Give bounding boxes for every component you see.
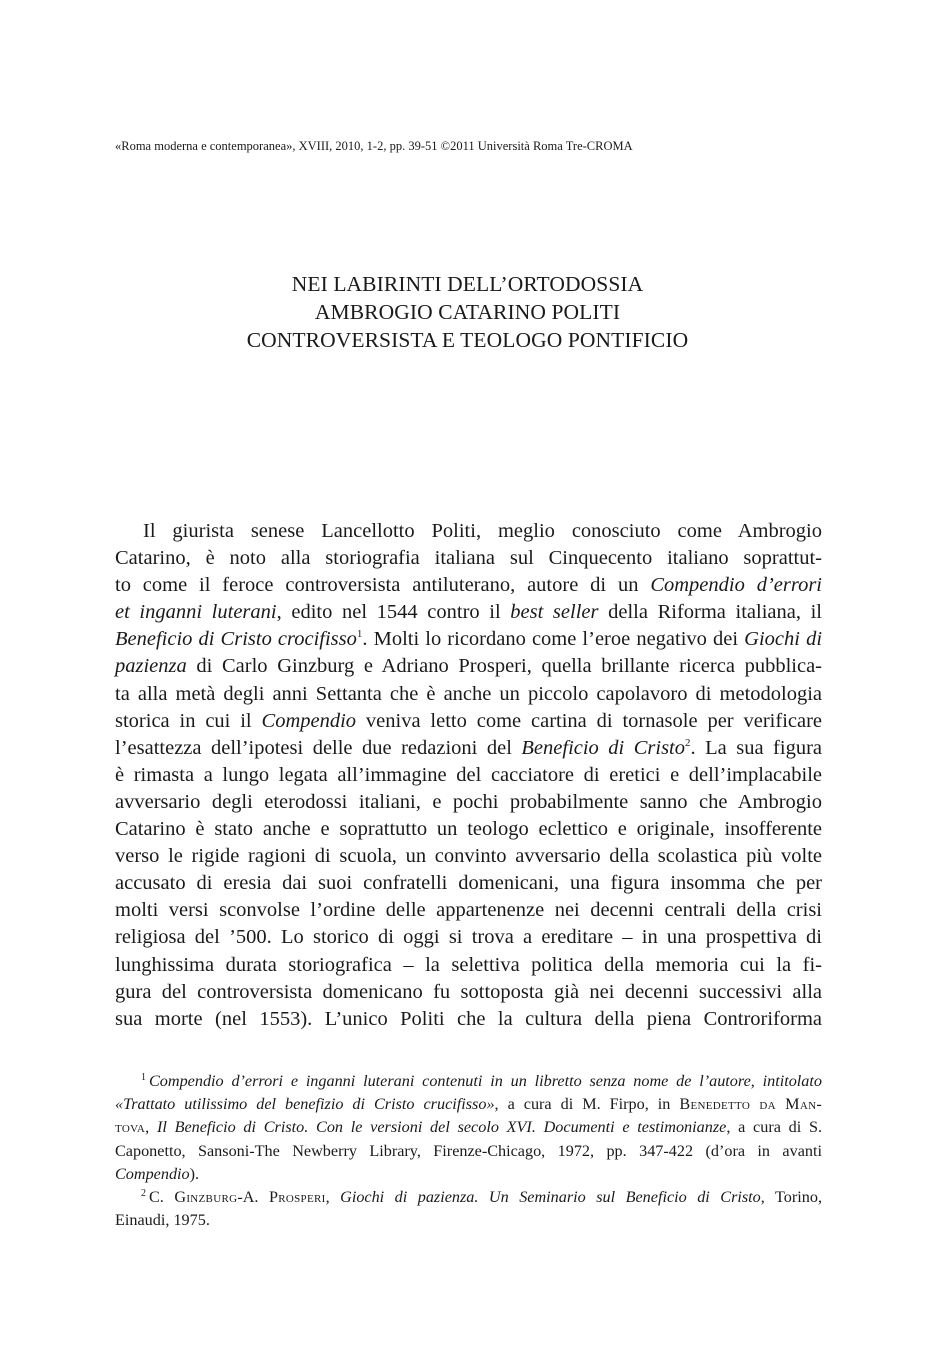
- text-run: Einaudi, 1975.: [115, 1211, 210, 1230]
- body-line: [115, 653, 822, 680]
- body-line: [115, 599, 822, 626]
- text-run: ta alla metà degli anni Settanta che è anche un piccolo capolavoro di metodologia: [115, 682, 822, 705]
- italic-title: Compendio: [115, 1164, 190, 1183]
- text-run: molti versi sconvolse l’ordine delle appartenenze nei decenni centrali della crisi: [115, 899, 822, 922]
- text-run: di Carlo Ginzburg e Adriano Prosperi, quella brillante ricerca pubblica-: [196, 655, 822, 678]
- footnote-number: 2: [141, 1187, 146, 1199]
- footnote-line: [115, 1209, 822, 1232]
- author-name: Benedetto da Man-: [679, 1095, 823, 1114]
- text-run: ,: [325, 1187, 330, 1206]
- author-name: Prosperi: [268, 1187, 326, 1206]
- text-run: ,: [145, 1118, 150, 1137]
- footnote-ref[interactable]: 2: [685, 736, 691, 749]
- text-run: avversario degli eterodossi italiani, e pochi probabilmente sanno che Ambrogio: [115, 790, 822, 813]
- body-line: [115, 789, 822, 816]
- body-line: [115, 1006, 822, 1033]
- body-line: [115, 708, 822, 735]
- title-line-3: CONTROVERSISTA E TEOLOGO PONTIFICIO: [246, 328, 689, 352]
- footnote-line: [115, 1140, 822, 1163]
- text-run: religiosa del ’500. Lo storico di oggi si trova a ereditare – in una prospettiva di: [115, 926, 822, 949]
- text-run: . Molti lo ricordano come l’eroe negativo dei: [362, 628, 739, 651]
- text-run: della Riforma italiana, il: [608, 601, 822, 624]
- text-run: , a cura di S.: [726, 1118, 823, 1137]
- footnote-ref[interactable]: 1: [356, 628, 363, 641]
- body-line: [115, 626, 822, 653]
- author-name: Ginzburg: [174, 1187, 238, 1206]
- text-run: è rimasta a lungo legata all’immagine del cacciatore di eretici e dell’implacabile: [115, 763, 822, 786]
- body-paragraph: [115, 518, 822, 1033]
- text-run: , Torino,: [760, 1187, 822, 1206]
- text-run: Catarino è stato anche e soprattutto un teologo eclettico e originale, insofferente: [115, 818, 822, 841]
- body-line: [115, 545, 822, 572]
- text-run: lunghissima durata storiografica – la selettiva politica della memoria cui la fi-: [115, 953, 822, 976]
- footnotes: [115, 1070, 822, 1232]
- running-head: «Roma moderna e contemporanea», XVIII, 2010, 1-2, pp. 39-51 ©2011 Università Roma Tre-CROMA: [115, 139, 633, 153]
- text-run: -A.: [237, 1187, 259, 1206]
- italic-title: «Trattato utilissimo del benefizio di Cristo crucifisso»: [115, 1095, 495, 1114]
- body-line: [115, 735, 822, 762]
- body-line: [115, 572, 822, 599]
- text-run: Il giurista senese Lancellotto Politi, meglio conosciuto come Ambrogio: [143, 520, 822, 542]
- text-run: C.: [149, 1187, 164, 1206]
- italic-title: Il Beneficio di Cristo. Con le versioni del secolo XVI. Documenti e testimonianze: [156, 1118, 727, 1137]
- title-line-1: NEI LABIRINTI DELL’ORTODOSSIA: [291, 272, 644, 296]
- italic-title: Compendio d’errori: [650, 574, 822, 597]
- body-line: [115, 924, 822, 951]
- text-run: veniva letto come cartina di tornasole per verificare: [365, 709, 823, 732]
- footnote-line: [115, 1116, 822, 1139]
- body-line: [115, 979, 822, 1006]
- text-run: storica in cui il: [115, 709, 252, 732]
- text-run: to come il feroce controversista antiluterano, autore di un: [115, 574, 639, 597]
- italic-title: Compendio: [261, 709, 357, 732]
- body-line: [115, 518, 822, 545]
- text-run: accusato di eresia dai suoi confratelli domenicani, una figura insomma che per: [115, 872, 822, 895]
- footnote-line: [115, 1163, 822, 1186]
- text-run: sua morte (nel 1553). L’unico Politi che la cultura della piena Controriforma: [115, 1007, 822, 1030]
- footnote-2: [115, 1186, 822, 1209]
- italic-title: pazienza: [115, 655, 187, 678]
- author-name: tova: [115, 1118, 146, 1137]
- body-line: [115, 952, 822, 979]
- italic-title: Beneficio di Cristo crocifisso: [115, 628, 357, 651]
- text-run: , a cura di M. Firpo, in: [494, 1095, 671, 1114]
- italic-title: Compendio d’errori e inganni luterani contenuti in un libretto senza nome de l’autore, intitolato: [149, 1072, 822, 1090]
- text-run: , edito nel 1544 contro il: [276, 601, 501, 624]
- body-line: [115, 897, 822, 924]
- body-line: [115, 870, 822, 897]
- text-run: ).: [189, 1164, 200, 1183]
- footnote-line: [115, 1093, 822, 1116]
- italic-title: Giochi di pazienza. Un Seminario sul Beneficio di Cristo: [340, 1187, 761, 1206]
- text-run: gura del controversista domenicano fu sottoposta già nei decenni successivi alla: [115, 980, 822, 1003]
- text-run: verso le rigide ragioni di scuola, un convinto avversario della scolastica più volte: [115, 845, 822, 868]
- footnote-number: 1: [141, 1072, 146, 1083]
- body-line: [115, 816, 822, 843]
- text-run: l’esattezza dell’ipotesi delle due redazioni del: [115, 736, 512, 759]
- italic-title: Beneficio di Cristo: [521, 736, 686, 759]
- italic-title: et inganni luterani: [115, 601, 277, 624]
- text-run: Caponetto, Sansoni-The Newberry Library, Firenze-Chicago, 1972, pp. 347-422 (d’ora in avanti: [115, 1141, 822, 1160]
- body-line: [115, 762, 822, 789]
- text-run: . La sua figura: [690, 736, 823, 759]
- title-line-2: AMBROGIO CATARINO POLITI: [314, 300, 621, 324]
- body-line: [115, 681, 822, 708]
- article-title: [0, 270, 935, 354]
- italic-title: Giochi di: [744, 628, 823, 651]
- footnote-1: [115, 1070, 822, 1093]
- text-run: Catarino, è noto alla storiografia italiana sul Cinquecento italiano soprattut-: [115, 547, 822, 570]
- italic-term: best seller: [510, 601, 599, 624]
- body-line: [115, 843, 822, 870]
